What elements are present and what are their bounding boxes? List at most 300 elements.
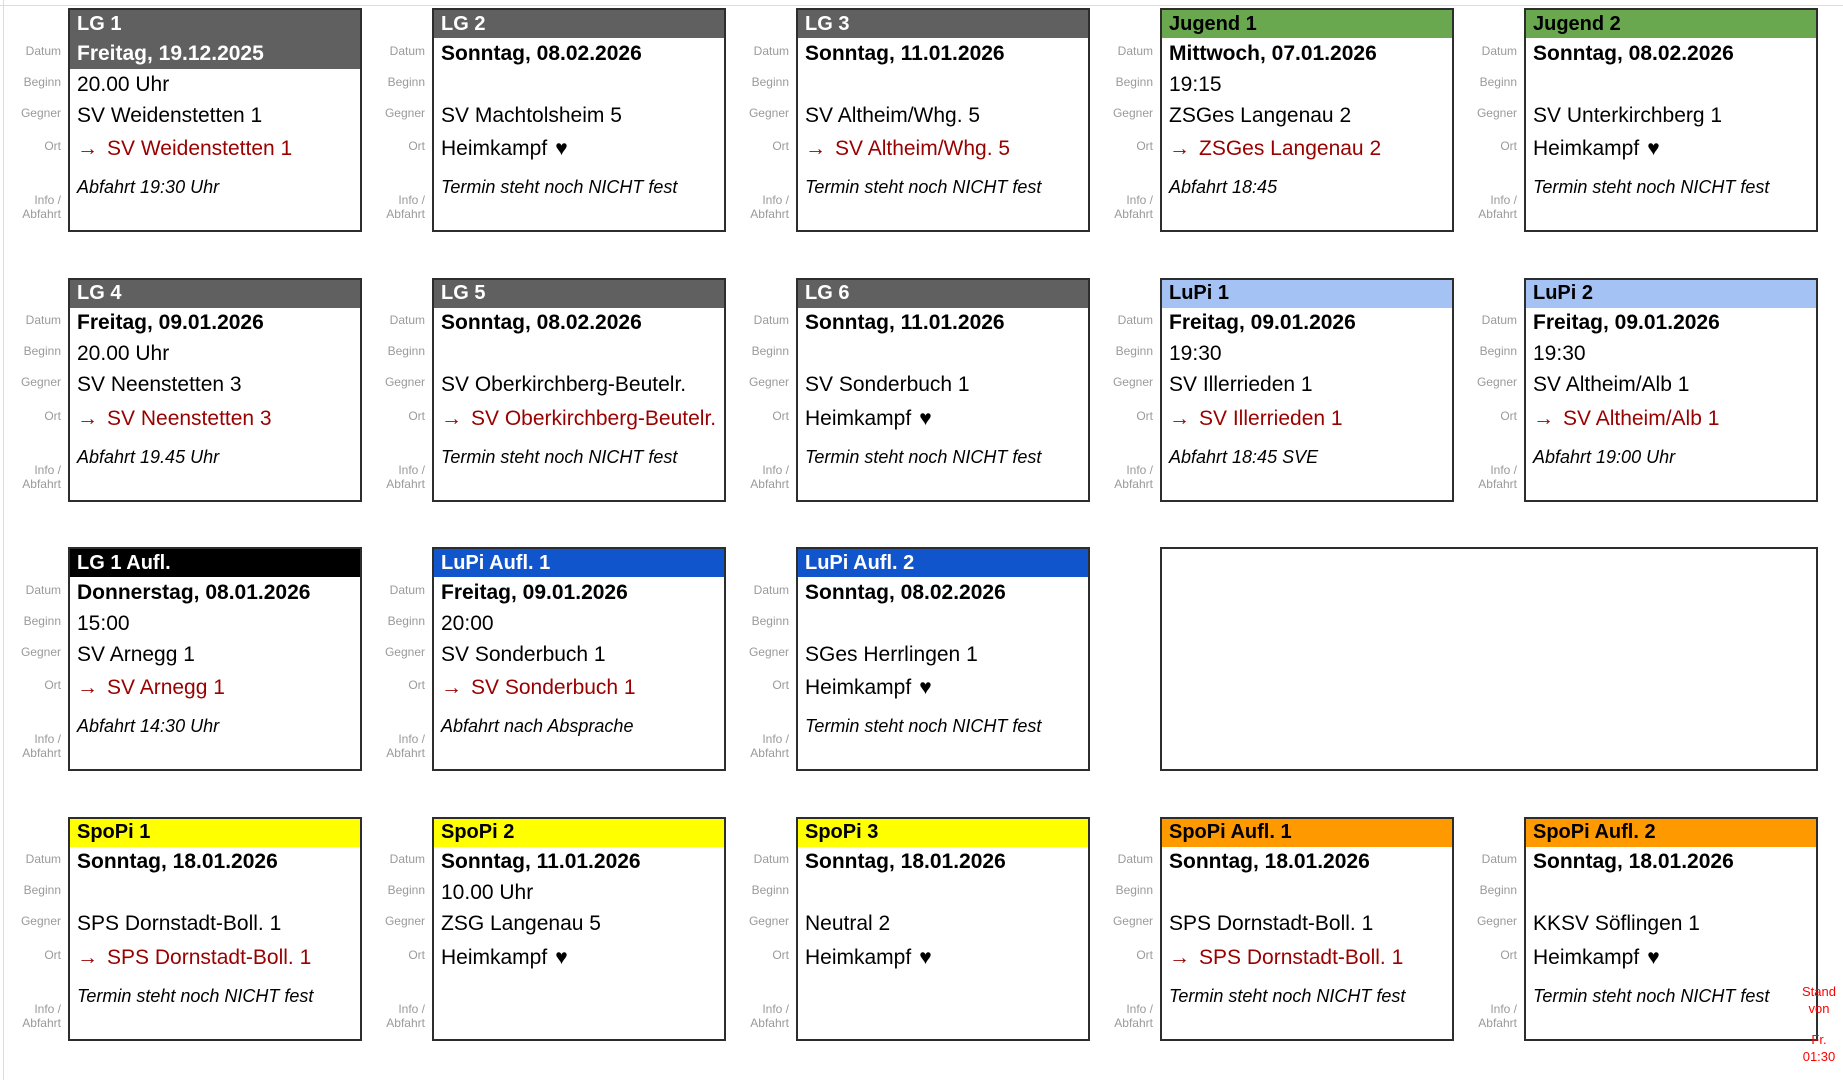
label-gegner: Gegner (368, 368, 432, 399)
label-info-abfahrt (4, 704, 68, 771)
label-info-line1: Info / (34, 194, 61, 208)
schedule-cell (1096, 547, 1824, 817)
label-beginn: Beginn (4, 876, 68, 907)
card-lupi-2 (1524, 278, 1818, 502)
schedule-cell (368, 547, 732, 817)
match-start-time (1526, 878, 1816, 909)
label-ort: Ort (732, 938, 796, 974)
team-header: LG 2 (434, 10, 724, 38)
label-info-abfahrt (368, 704, 432, 771)
label-info-abfahrt (368, 974, 432, 1041)
match-opponent: SV Arnegg 1 (70, 639, 360, 670)
card-spopi-1 (68, 817, 362, 1041)
last-updated-note (1797, 984, 1841, 1066)
match-start-time: 10.00 Uhr (434, 878, 724, 909)
label-info-abfahrt (732, 704, 796, 771)
match-location (1162, 401, 1452, 437)
stand-note-gap (1797, 1018, 1841, 1032)
schedule-cell (1096, 278, 1460, 548)
match-info: Abfahrt nach Absprache (434, 706, 724, 769)
schedule-cell (4, 8, 368, 278)
match-location (434, 670, 724, 706)
label-info-line2: Abfahrt (22, 208, 61, 222)
match-location (798, 940, 1088, 976)
match-opponent: SV Sonderbuch 1 (434, 639, 724, 670)
match-start-time (1526, 69, 1816, 100)
row-label-column (1460, 8, 1524, 232)
label-ort: Ort (368, 129, 432, 165)
label-info-line2: Abfahrt (1114, 208, 1153, 222)
label-info-abfahrt (4, 165, 68, 232)
label-beginn: Beginn (732, 876, 796, 907)
match-info (798, 976, 1088, 1039)
label-info-line2: Abfahrt (386, 478, 425, 492)
location-text: SV Altheim/Whg. 5 (835, 137, 1010, 161)
label-info-line2: Abfahrt (22, 747, 61, 761)
away-arrow-icon: → (805, 137, 826, 161)
team-header: SpoPi Aufl. 1 (1162, 819, 1452, 847)
match-start-time (1162, 878, 1452, 909)
label-beginn: Beginn (4, 606, 68, 637)
label-beginn: Beginn (1460, 337, 1524, 368)
match-date: Freitag, 09.01.2026 (70, 308, 360, 339)
label-gegner: Gegner (1460, 368, 1524, 399)
schedule-cell (4, 547, 368, 817)
match-opponent: SV Weidenstetten 1 (70, 100, 360, 131)
label-beginn: Beginn (1460, 67, 1524, 98)
label-ort: Ort (368, 399, 432, 435)
label-beginn: Beginn (1460, 876, 1524, 907)
match-start-time: 15:00 (70, 608, 360, 639)
match-opponent: Neutral 2 (798, 909, 1088, 940)
label-info-abfahrt (4, 435, 68, 502)
label-gegner: Gegner (732, 907, 796, 938)
label-info-line2: Abfahrt (1478, 1017, 1517, 1031)
label-ort: Ort (1096, 938, 1160, 974)
match-date: Sonntag, 08.02.2026 (434, 308, 724, 339)
match-info: Termin steht noch NICHT fest (798, 437, 1088, 500)
match-location (70, 131, 360, 167)
label-info-line1: Info / (762, 733, 789, 747)
location-text: SV Illerrieden 1 (1199, 407, 1343, 431)
label-ort: Ort (732, 129, 796, 165)
away-arrow-icon: → (1169, 946, 1190, 970)
label-spacer (732, 817, 796, 845)
label-datum: Datum (4, 575, 68, 606)
stand-note-line: 01:30 (1797, 1049, 1841, 1066)
label-info-abfahrt (4, 974, 68, 1041)
match-info: Abfahrt 18:45 SVE (1162, 437, 1452, 500)
label-gegner: Gegner (732, 368, 796, 399)
location-text: SV Neenstetten 3 (107, 407, 272, 431)
card-lg-2 (432, 8, 726, 232)
label-info-abfahrt (1096, 435, 1160, 502)
card-spopi-3 (796, 817, 1090, 1041)
away-arrow-icon: → (1169, 137, 1190, 161)
match-info: Termin steht noch NICHT fest (1162, 976, 1452, 1039)
label-spacer (1096, 817, 1160, 845)
label-beginn: Beginn (368, 606, 432, 637)
label-ort: Ort (4, 938, 68, 974)
label-spacer (732, 278, 796, 306)
team-header: LuPi Aufl. 2 (798, 549, 1088, 577)
row-label-column (368, 817, 432, 1041)
location-text: SV Sonderbuch 1 (471, 676, 636, 700)
row-label-column (368, 278, 432, 502)
schedule-cell (1096, 817, 1460, 1086)
label-gegner: Gegner (4, 907, 68, 938)
card-lg-6 (796, 278, 1090, 502)
schedule-cell (1460, 8, 1824, 278)
label-gegner: Gegner (4, 637, 68, 668)
match-start-time (798, 878, 1088, 909)
label-info-line1: Info / (1126, 464, 1153, 478)
schedule-cell (368, 817, 732, 1086)
match-start-time (434, 69, 724, 100)
match-opponent: SV Altheim/Whg. 5 (798, 100, 1088, 131)
location-text: ZSGes Langenau 2 (1199, 137, 1381, 161)
home-heart-icon: ♥ (555, 946, 567, 970)
label-spacer (368, 817, 432, 845)
team-header: LuPi 1 (1162, 280, 1452, 308)
match-date: Sonntag, 11.01.2026 (434, 847, 724, 878)
match-opponent: SV Unterkirchberg 1 (1526, 100, 1816, 131)
label-beginn: Beginn (732, 67, 796, 98)
label-ort: Ort (4, 129, 68, 165)
card-lg-5 (432, 278, 726, 502)
empty-slot (1160, 547, 1818, 771)
match-start-time (798, 339, 1088, 370)
location-text: SV Weidenstetten 1 (107, 137, 292, 161)
location-text: SV Arnegg 1 (107, 676, 225, 700)
label-beginn: Beginn (1096, 337, 1160, 368)
label-ort: Ort (1460, 938, 1524, 974)
match-date: Sonntag, 18.01.2026 (1526, 847, 1816, 878)
label-gegner: Gegner (368, 98, 432, 129)
match-start-time: 20.00 Uhr (70, 339, 360, 370)
label-spacer (368, 8, 432, 36)
label-ort: Ort (1096, 129, 1160, 165)
match-info: Termin steht noch NICHT fest (798, 706, 1088, 769)
match-location (434, 131, 724, 167)
label-info-abfahrt (1460, 435, 1524, 502)
schedule-cell (1460, 278, 1824, 548)
match-start-time (798, 608, 1088, 639)
match-location (798, 131, 1088, 167)
label-info-line2: Abfahrt (750, 747, 789, 761)
match-opponent: SGes Herrlingen 1 (798, 639, 1088, 670)
match-start-time: 19:30 (1526, 339, 1816, 370)
home-heart-icon: ♥ (919, 946, 931, 970)
schedule-grid (4, 8, 1824, 1086)
away-arrow-icon: → (441, 407, 462, 431)
label-datum: Datum (1460, 306, 1524, 337)
label-datum: Datum (732, 36, 796, 67)
label-datum: Datum (4, 845, 68, 876)
row-label-column (4, 8, 68, 232)
match-location (434, 401, 724, 437)
location-text: Heimkampf (1533, 946, 1639, 970)
label-info-line2: Abfahrt (1478, 478, 1517, 492)
away-arrow-icon: → (441, 676, 462, 700)
schedule-cell (732, 278, 1096, 548)
label-info-line2: Abfahrt (750, 208, 789, 222)
label-gegner: Gegner (1460, 98, 1524, 129)
location-text: Heimkampf (441, 137, 547, 161)
label-beginn: Beginn (732, 606, 796, 637)
label-info-line1: Info / (1490, 1003, 1517, 1017)
label-datum: Datum (1096, 845, 1160, 876)
label-datum: Datum (732, 575, 796, 606)
label-info-line1: Info / (1126, 1003, 1153, 1017)
location-text: SPS Dornstadt-Boll. 1 (107, 946, 311, 970)
label-beginn: Beginn (732, 337, 796, 368)
label-ort: Ort (368, 668, 432, 704)
match-date: Sonntag, 08.02.2026 (434, 38, 724, 69)
match-start-time (798, 69, 1088, 100)
row-label-column (1096, 817, 1160, 1041)
label-info-line2: Abfahrt (750, 1017, 789, 1031)
label-gegner: Gegner (732, 98, 796, 129)
row-label-column (4, 278, 68, 502)
card-lg-3 (796, 8, 1090, 232)
schedule-cell (368, 278, 732, 548)
match-date: Sonntag, 18.01.2026 (798, 847, 1088, 878)
match-opponent: SV Sonderbuch 1 (798, 370, 1088, 401)
team-header: LuPi 2 (1526, 280, 1816, 308)
match-location (798, 670, 1088, 706)
stand-note-line: Stand (1797, 984, 1841, 1001)
match-opponent: SV Oberkirchberg-Beutelr. (434, 370, 724, 401)
match-location (1526, 131, 1816, 167)
label-ort: Ort (1460, 129, 1524, 165)
match-info: Termin steht noch NICHT fest (1526, 976, 1816, 1039)
away-arrow-icon: → (77, 407, 98, 431)
label-datum: Datum (1460, 845, 1524, 876)
label-datum: Datum (368, 575, 432, 606)
label-info-line1: Info / (34, 733, 61, 747)
label-info-line2: Abfahrt (386, 1017, 425, 1031)
away-arrow-icon: → (77, 676, 98, 700)
label-info-line2: Abfahrt (386, 747, 425, 761)
away-arrow-icon: → (1533, 407, 1554, 431)
team-header: SpoPi Aufl. 2 (1526, 819, 1816, 847)
match-opponent: SV Machtolsheim 5 (434, 100, 724, 131)
match-location (1162, 131, 1452, 167)
row-label-column (732, 547, 796, 771)
team-header: SpoPi 3 (798, 819, 1088, 847)
away-arrow-icon: → (77, 137, 98, 161)
label-info-abfahrt (368, 435, 432, 502)
match-date: Sonntag, 08.02.2026 (1526, 38, 1816, 69)
match-start-time: 20:00 (434, 608, 724, 639)
label-datum: Datum (368, 845, 432, 876)
match-date: Mittwoch, 07.01.2026 (1162, 38, 1452, 69)
label-gegner: Gegner (1096, 368, 1160, 399)
location-text: SV Oberkirchberg-Beutelr. (471, 407, 716, 431)
label-ort: Ort (1460, 399, 1524, 435)
card-spopi-aufl-2 (1524, 817, 1818, 1041)
match-location (70, 401, 360, 437)
card-jugend-1 (1160, 8, 1454, 232)
label-spacer (4, 817, 68, 845)
match-date: Sonntag, 11.01.2026 (798, 38, 1088, 69)
label-ort: Ort (368, 938, 432, 974)
home-heart-icon: ♥ (919, 676, 931, 700)
team-header: LG 4 (70, 280, 360, 308)
match-date: Freitag, 09.01.2026 (1526, 308, 1816, 339)
label-gegner: Gegner (1096, 907, 1160, 938)
label-info-line1: Info / (398, 194, 425, 208)
row-label-column (732, 278, 796, 502)
stand-note-line: Fr. (1797, 1032, 1841, 1049)
team-header: LG 6 (798, 280, 1088, 308)
location-text: SV Altheim/Alb 1 (1563, 407, 1719, 431)
away-arrow-icon: → (1169, 407, 1190, 431)
card-lupi-aufl-2 (796, 547, 1090, 771)
team-header: LG 5 (434, 280, 724, 308)
label-spacer (732, 8, 796, 36)
card-lupi-1 (1160, 278, 1454, 502)
match-start-time: 20.00 Uhr (70, 69, 360, 100)
match-start-time (70, 878, 360, 909)
label-spacer (1096, 278, 1160, 306)
home-heart-icon: ♥ (1647, 137, 1659, 161)
label-spacer (732, 547, 796, 575)
label-spacer (4, 547, 68, 575)
label-info-line1: Info / (34, 464, 61, 478)
team-header: LG 1 (70, 10, 360, 38)
match-opponent: SPS Dornstadt-Boll. 1 (70, 909, 360, 940)
label-info-abfahrt (732, 974, 796, 1041)
home-heart-icon: ♥ (555, 137, 567, 161)
label-beginn: Beginn (368, 337, 432, 368)
label-info-line1: Info / (762, 464, 789, 478)
label-datum: Datum (1096, 36, 1160, 67)
location-text: SPS Dornstadt-Boll. 1 (1199, 946, 1403, 970)
label-info-line1: Info / (398, 1003, 425, 1017)
label-gegner: Gegner (1096, 98, 1160, 129)
match-opponent: SV Altheim/Alb 1 (1526, 370, 1816, 401)
label-info-line2: Abfahrt (1114, 1017, 1153, 1031)
schedule-cell (1460, 817, 1824, 1086)
match-date: Freitag, 09.01.2026 (1162, 308, 1452, 339)
label-info-abfahrt (368, 165, 432, 232)
match-location (70, 670, 360, 706)
match-info: Abfahrt 18:45 (1162, 167, 1452, 230)
team-header: LG 1 Aufl. (70, 549, 360, 577)
schedule-cell (732, 547, 1096, 817)
label-info-abfahrt (732, 435, 796, 502)
label-beginn: Beginn (1096, 876, 1160, 907)
card-lupi-aufl-1 (432, 547, 726, 771)
match-info: Termin steht noch NICHT fest (1526, 167, 1816, 230)
label-beginn: Beginn (368, 876, 432, 907)
label-info-abfahrt (1096, 974, 1160, 1041)
match-info: Abfahrt 19.45 Uhr (70, 437, 360, 500)
match-location (798, 401, 1088, 437)
label-spacer (368, 547, 432, 575)
label-spacer (1460, 8, 1524, 36)
label-beginn: Beginn (1096, 67, 1160, 98)
match-opponent: KKSV Söflingen 1 (1526, 909, 1816, 940)
label-beginn: Beginn (4, 67, 68, 98)
schedule-cell (368, 8, 732, 278)
label-info-line1: Info / (398, 464, 425, 478)
row-label-column (368, 8, 432, 232)
match-info (434, 976, 724, 1039)
label-info-abfahrt (1460, 165, 1524, 232)
card-spopi-aufl-1 (1160, 817, 1454, 1041)
away-arrow-icon: → (77, 946, 98, 970)
label-info-line1: Info / (34, 1003, 61, 1017)
match-date: Freitag, 09.01.2026 (434, 577, 724, 608)
label-beginn: Beginn (4, 337, 68, 368)
team-header: LuPi Aufl. 1 (434, 549, 724, 577)
card-lg-1-aufl (68, 547, 362, 771)
match-start-time (434, 339, 724, 370)
label-info-abfahrt (1460, 974, 1524, 1041)
row-label-column (732, 817, 796, 1041)
schedule-cell (732, 8, 1096, 278)
card-spopi-2 (432, 817, 726, 1041)
location-text: Heimkampf (805, 676, 911, 700)
label-gegner: Gegner (1460, 907, 1524, 938)
card-lg-1 (68, 8, 362, 232)
label-info-line2: Abfahrt (22, 1017, 61, 1031)
label-spacer (4, 8, 68, 36)
match-date: Donnerstag, 08.01.2026 (70, 577, 360, 608)
label-ort: Ort (732, 668, 796, 704)
label-datum: Datum (4, 306, 68, 337)
label-info-line2: Abfahrt (1478, 208, 1517, 222)
location-text: Heimkampf (805, 946, 911, 970)
label-datum: Datum (368, 36, 432, 67)
match-info: Abfahrt 19:30 Uhr (70, 167, 360, 230)
match-start-time: 19:30 (1162, 339, 1452, 370)
label-datum: Datum (732, 306, 796, 337)
label-info-abfahrt (1096, 165, 1160, 232)
label-ort: Ort (4, 668, 68, 704)
label-datum: Datum (4, 36, 68, 67)
label-datum: Datum (1096, 306, 1160, 337)
row-label-column (4, 547, 68, 771)
label-gegner: Gegner (368, 907, 432, 938)
schedule-cell (4, 278, 368, 548)
label-datum: Datum (368, 306, 432, 337)
match-info: Termin steht noch NICHT fest (434, 167, 724, 230)
row-label-column (1460, 278, 1524, 502)
schedule-cell (4, 817, 368, 1086)
match-info: Termin steht noch NICHT fest (434, 437, 724, 500)
schedule-cell (1096, 8, 1460, 278)
schedule-cell (732, 817, 1096, 1086)
label-info-line1: Info / (398, 733, 425, 747)
label-datum: Datum (732, 845, 796, 876)
location-text: Heimkampf (805, 407, 911, 431)
team-header: Jugend 1 (1162, 10, 1452, 38)
label-ort: Ort (1096, 399, 1160, 435)
team-header: SpoPi 1 (70, 819, 360, 847)
match-date: Freitag, 19.12.2025 (70, 38, 360, 69)
match-location (1526, 940, 1816, 976)
card-jugend-2 (1524, 8, 1818, 232)
home-heart-icon: ♥ (1647, 946, 1659, 970)
label-info-line1: Info / (1126, 194, 1153, 208)
label-info-line1: Info / (762, 194, 789, 208)
label-spacer (1460, 278, 1524, 306)
match-location (70, 940, 360, 976)
